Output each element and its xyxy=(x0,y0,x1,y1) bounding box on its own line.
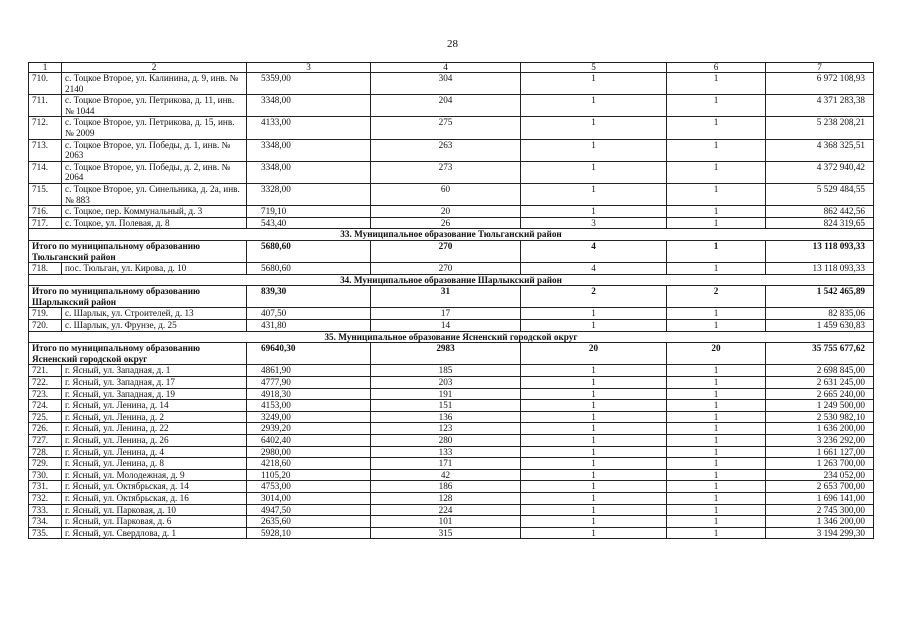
row-address: г. Ясный, ул. Ленина, д. 4 xyxy=(62,446,247,458)
row-address: г. Ясный, ул. Ленина, д. 26 xyxy=(62,435,247,447)
row-col-6: 1 xyxy=(667,139,766,161)
row-sum: 1 661 127,00 xyxy=(766,446,874,458)
row-col-4: 270 xyxy=(371,263,521,275)
section-row xyxy=(29,229,874,241)
table-row xyxy=(29,308,874,320)
total-col-4: 270 xyxy=(371,240,521,262)
row-sum: 1 696 141,00 xyxy=(766,492,874,504)
table-row xyxy=(29,73,874,95)
row-number: 716. xyxy=(29,206,62,218)
row-col-4: 224 xyxy=(371,504,521,516)
header-cell: 3 xyxy=(247,63,371,73)
row-area: 3249,00 xyxy=(247,411,371,423)
row-col-6: 1 xyxy=(667,481,766,493)
row-sum: 2 631 245,00 xyxy=(766,377,874,389)
row-sum: 1 346 200,00 xyxy=(766,516,874,528)
total-area: 69640,30 xyxy=(247,343,371,365)
row-col-5: 1 xyxy=(521,492,667,504)
row-area: 2939,20 xyxy=(247,423,371,435)
row-col-6: 1 xyxy=(667,435,766,447)
table-row xyxy=(29,400,874,412)
row-address: г. Ясный, ул. Октябрьская, д. 16 xyxy=(62,492,247,504)
total-row xyxy=(29,286,874,308)
row-area: 1105,20 xyxy=(247,469,371,481)
total-sum: 13 118 093,33 xyxy=(766,240,874,262)
row-sum: 862 442,56 xyxy=(766,206,874,218)
row-sum: 6 972 108,93 xyxy=(766,73,874,95)
table-row xyxy=(29,139,874,161)
table-row xyxy=(29,527,874,539)
row-address: г. Ясный, ул. Ленина, д. 22 xyxy=(62,423,247,435)
row-address: г. Ясный, ул. Ленина, д. 8 xyxy=(62,458,247,470)
row-address: с. Шарлык, ул. Строителей, д. 13 xyxy=(62,308,247,320)
table-row xyxy=(29,365,874,377)
row-sum: 1 459 630,83 xyxy=(766,320,874,332)
row-area: 4218,60 xyxy=(247,458,371,470)
row-col-4: 186 xyxy=(371,481,521,493)
row-col-4: 191 xyxy=(371,388,521,400)
row-col-4: 273 xyxy=(371,161,521,183)
row-number: 721. xyxy=(29,365,62,377)
row-col-6: 1 xyxy=(667,400,766,412)
row-col-4: 14 xyxy=(371,320,521,332)
row-number: 710. xyxy=(29,73,62,95)
row-sum: 2 530 982,10 xyxy=(766,411,874,423)
row-address: г. Ясный, ул. Западная, д. 19 xyxy=(62,388,247,400)
row-sum: 1 249 500,00 xyxy=(766,400,874,412)
row-area: 719,10 xyxy=(247,206,371,218)
row-number: 720. xyxy=(29,320,62,332)
table-row xyxy=(29,117,874,139)
header-cell: 7 xyxy=(766,63,874,73)
row-col-6: 1 xyxy=(667,365,766,377)
row-address: г. Ясный, ул. Западная, д. 17 xyxy=(62,377,247,389)
row-area: 4133,00 xyxy=(247,117,371,139)
row-col-4: 60 xyxy=(371,183,521,205)
row-address: с. Тоцкое, пер. Коммунальный, д. 3 xyxy=(62,206,247,218)
row-number: 731. xyxy=(29,481,62,493)
row-address: с. Тоцкое Второе, ул. Калинина, д. 9, инв. № 2140 xyxy=(62,73,247,95)
row-sum: 3 194 299,30 xyxy=(766,527,874,539)
row-col-4: 42 xyxy=(371,469,521,481)
row-col-6: 1 xyxy=(667,527,766,539)
table-row xyxy=(29,469,874,481)
row-address: с. Тоцкое Второе, ул. Победы, д. 1, инв. № 2063 xyxy=(62,139,247,161)
row-area: 431,80 xyxy=(247,320,371,332)
row-number: 717. xyxy=(29,217,62,229)
table-row xyxy=(29,320,874,332)
row-area: 5928,10 xyxy=(247,527,371,539)
total-col-4: 31 xyxy=(371,286,521,308)
row-col-6: 1 xyxy=(667,504,766,516)
row-sum: 4 372 940,42 xyxy=(766,161,874,183)
row-number: 734. xyxy=(29,516,62,528)
row-col-4: 101 xyxy=(371,516,521,528)
table-row xyxy=(29,206,874,218)
row-col-4: 315 xyxy=(371,527,521,539)
row-col-6: 1 xyxy=(667,377,766,389)
table-row xyxy=(29,388,874,400)
row-address: г. Ясный, ул. Парковая, д. 10 xyxy=(62,504,247,516)
row-col-5: 1 xyxy=(521,377,667,389)
row-col-6: 1 xyxy=(667,183,766,205)
row-col-5: 1 xyxy=(521,504,667,516)
row-col-4: 26 xyxy=(371,217,521,229)
row-number: 732. xyxy=(29,492,62,504)
table-row xyxy=(29,217,874,229)
row-area: 543,40 xyxy=(247,217,371,229)
row-address: с. Тоцкое Второе, ул. Синельника, д. 2а, инв. № 883 xyxy=(62,183,247,205)
row-col-6: 1 xyxy=(667,320,766,332)
row-col-4: 171 xyxy=(371,458,521,470)
row-col-5: 1 xyxy=(521,388,667,400)
table-row xyxy=(29,423,874,435)
row-col-6: 1 xyxy=(667,446,766,458)
header-cell: 6 xyxy=(667,63,766,73)
row-sum: 82 835,06 xyxy=(766,308,874,320)
row-area: 4861,90 xyxy=(247,365,371,377)
section-title: 35. Муниципальное образование Ясненский городской округ xyxy=(29,331,874,343)
row-area: 2980,00 xyxy=(247,446,371,458)
row-col-5: 1 xyxy=(521,446,667,458)
row-area: 4777,90 xyxy=(247,377,371,389)
row-area: 4947,50 xyxy=(247,504,371,516)
table-row xyxy=(29,435,874,447)
total-area: 839,30 xyxy=(247,286,371,308)
row-col-5: 1 xyxy=(521,411,667,423)
row-address: с. Тоцкое Второе, ул. Петрикова, д. 15, инв. № 2009 xyxy=(62,117,247,139)
row-number: 725. xyxy=(29,411,62,423)
row-area: 5359,00 xyxy=(247,73,371,95)
row-col-5: 1 xyxy=(521,73,667,95)
row-col-6: 1 xyxy=(667,73,766,95)
row-number: 735. xyxy=(29,527,62,539)
row-sum: 1 263 700,00 xyxy=(766,458,874,470)
row-col-6: 1 xyxy=(667,516,766,528)
row-area: 3348,00 xyxy=(247,161,371,183)
section-title: 34. Муниципальное образование Шарлыкский район xyxy=(29,274,874,286)
row-col-5: 1 xyxy=(521,139,667,161)
row-address: с. Шарлык, ул. Фрунзе, д. 25 xyxy=(62,320,247,332)
header-row xyxy=(29,63,874,73)
row-address: пос. Тюльган, ул. Кирова, д. 10 xyxy=(62,263,247,275)
total-col-5: 4 xyxy=(521,240,667,262)
row-address: г. Ясный, ул. Свердлова, д. 1 xyxy=(62,527,247,539)
row-sum: 2 698 845,00 xyxy=(766,365,874,377)
row-sum: 4 371 283,38 xyxy=(766,95,874,117)
row-col-4: 204 xyxy=(371,95,521,117)
table-row xyxy=(29,458,874,470)
row-sum: 2 653 700,00 xyxy=(766,481,874,493)
row-area: 3348,00 xyxy=(247,139,371,161)
row-area: 3348,00 xyxy=(247,95,371,117)
table-row xyxy=(29,516,874,528)
row-address: г. Ясный, ул. Западная, д. 1 xyxy=(62,365,247,377)
row-sum: 2 745 300,00 xyxy=(766,504,874,516)
total-col-6: 20 xyxy=(667,343,766,365)
table-row xyxy=(29,446,874,458)
row-area: 2635,60 xyxy=(247,516,371,528)
section-title: 33. Муниципальное образование Тюльганский район xyxy=(29,229,874,241)
row-number: 733. xyxy=(29,504,62,516)
total-col-6: 1 xyxy=(667,240,766,262)
header-cell: 2 xyxy=(62,63,247,73)
header-cell: 4 xyxy=(371,63,521,73)
total-area: 5680,60 xyxy=(247,240,371,262)
row-col-5: 1 xyxy=(521,423,667,435)
row-number: 724. xyxy=(29,400,62,412)
row-col-5: 1 xyxy=(521,527,667,539)
table-row xyxy=(29,95,874,117)
row-col-4: 185 xyxy=(371,365,521,377)
row-col-6: 1 xyxy=(667,308,766,320)
row-col-5: 1 xyxy=(521,183,667,205)
total-label: Итого по муниципальному образованию Тюльганский район xyxy=(29,240,247,262)
row-col-4: 151 xyxy=(371,400,521,412)
row-col-4: 17 xyxy=(371,308,521,320)
total-col-5: 2 xyxy=(521,286,667,308)
row-area: 4918,30 xyxy=(247,388,371,400)
row-area: 5680,60 xyxy=(247,263,371,275)
row-sum: 1 636 200,00 xyxy=(766,423,874,435)
row-number: 726. xyxy=(29,423,62,435)
row-col-5: 1 xyxy=(521,435,667,447)
total-row xyxy=(29,240,874,262)
row-sum: 3 236 292,00 xyxy=(766,435,874,447)
row-col-4: 275 xyxy=(371,117,521,139)
row-number: 723. xyxy=(29,388,62,400)
row-col-4: 133 xyxy=(371,446,521,458)
row-number: 714. xyxy=(29,161,62,183)
table-row xyxy=(29,377,874,389)
row-area: 3014,00 xyxy=(247,492,371,504)
row-col-6: 1 xyxy=(667,423,766,435)
row-col-5: 3 xyxy=(521,217,667,229)
row-address: с. Тоцкое Второе, ул. Победы, д. 2, инв. № 2064 xyxy=(62,161,247,183)
row-col-6: 1 xyxy=(667,217,766,229)
row-col-6: 1 xyxy=(667,492,766,504)
row-sum: 824 319,65 xyxy=(766,217,874,229)
row-col-5: 4 xyxy=(521,263,667,275)
row-col-5: 1 xyxy=(521,365,667,377)
row-col-6: 1 xyxy=(667,206,766,218)
row-col-4: 203 xyxy=(371,377,521,389)
row-col-5: 1 xyxy=(521,458,667,470)
row-col-5: 1 xyxy=(521,161,667,183)
row-area: 407,50 xyxy=(247,308,371,320)
table-row xyxy=(29,263,874,275)
header-cell: 1 xyxy=(29,63,62,73)
row-col-6: 1 xyxy=(667,388,766,400)
row-address: с. Тоцкое Второе, ул. Петрикова, д. 11, инв. № 1044 xyxy=(62,95,247,117)
row-sum: 4 368 325,51 xyxy=(766,139,874,161)
row-col-4: 263 xyxy=(371,139,521,161)
row-number: 711. xyxy=(29,95,62,117)
total-col-6: 2 xyxy=(667,286,766,308)
table-row xyxy=(29,492,874,504)
row-number: 727. xyxy=(29,435,62,447)
row-area: 4753,00 xyxy=(247,481,371,493)
row-col-6: 1 xyxy=(667,263,766,275)
row-number: 719. xyxy=(29,308,62,320)
row-col-6: 1 xyxy=(667,469,766,481)
row-col-5: 1 xyxy=(521,516,667,528)
total-col-4: 2983 xyxy=(371,343,521,365)
row-address: г. Ясный, ул. Парковая, д. 6 xyxy=(62,516,247,528)
row-sum: 2 665 240,00 xyxy=(766,388,874,400)
total-sum: 35 755 677,62 xyxy=(766,343,874,365)
total-col-5: 20 xyxy=(521,343,667,365)
row-col-4: 280 xyxy=(371,435,521,447)
total-sum: 1 542 465,89 xyxy=(766,286,874,308)
row-col-5: 1 xyxy=(521,481,667,493)
row-area: 3328,00 xyxy=(247,183,371,205)
housing-table xyxy=(28,62,874,539)
row-col-4: 128 xyxy=(371,492,521,504)
row-number: 715. xyxy=(29,183,62,205)
row-col-4: 20 xyxy=(371,206,521,218)
row-col-4: 123 xyxy=(371,423,521,435)
header-cell: 5 xyxy=(521,63,667,73)
row-col-6: 1 xyxy=(667,117,766,139)
row-sum: 234 052,00 xyxy=(766,469,874,481)
row-number: 718. xyxy=(29,263,62,275)
total-row xyxy=(29,343,874,365)
row-number: 712. xyxy=(29,117,62,139)
section-row xyxy=(29,274,874,286)
section-row xyxy=(29,331,874,343)
row-col-5: 1 xyxy=(521,117,667,139)
row-col-5: 1 xyxy=(521,320,667,332)
row-sum: 5 238 208,21 xyxy=(766,117,874,139)
row-col-4: 304 xyxy=(371,73,521,95)
row-col-5: 1 xyxy=(521,469,667,481)
row-address: г. Ясный, ул. Ленина, д. 2 xyxy=(62,411,247,423)
row-sum: 5 529 484,55 xyxy=(766,183,874,205)
row-sum: 13 118 093,33 xyxy=(766,263,874,275)
total-label: Итого по муниципальному образованию Ясненский городской округ xyxy=(29,343,247,365)
row-number: 713. xyxy=(29,139,62,161)
row-area: 4153,00 xyxy=(247,400,371,412)
row-number: 730. xyxy=(29,469,62,481)
row-col-6: 1 xyxy=(667,411,766,423)
row-area: 6402,40 xyxy=(247,435,371,447)
row-col-6: 1 xyxy=(667,458,766,470)
row-col-4: 136 xyxy=(371,411,521,423)
table-row xyxy=(29,161,874,183)
table-row xyxy=(29,183,874,205)
table-row xyxy=(29,504,874,516)
row-address: г. Ясный, ул. Октябрьская, д. 14 xyxy=(62,481,247,493)
row-col-5: 1 xyxy=(521,400,667,412)
table-row xyxy=(29,481,874,493)
row-number: 729. xyxy=(29,458,62,470)
row-col-5: 1 xyxy=(521,308,667,320)
row-address: с. Тоцкое, ул. Полевая, д. 8 xyxy=(62,217,247,229)
page-number: 28 xyxy=(447,38,458,50)
total-label: Итого по муниципальному образованию Шарлыкский район xyxy=(29,286,247,308)
row-address: г. Ясный, ул. Молодежная, д. 9 xyxy=(62,469,247,481)
row-col-5: 1 xyxy=(521,95,667,117)
table-row xyxy=(29,411,874,423)
row-number: 722. xyxy=(29,377,62,389)
row-col-5: 1 xyxy=(521,206,667,218)
row-col-6: 1 xyxy=(667,95,766,117)
row-address: г. Ясный, ул. Ленина, д. 14 xyxy=(62,400,247,412)
row-number: 728. xyxy=(29,446,62,458)
row-col-6: 1 xyxy=(667,161,766,183)
